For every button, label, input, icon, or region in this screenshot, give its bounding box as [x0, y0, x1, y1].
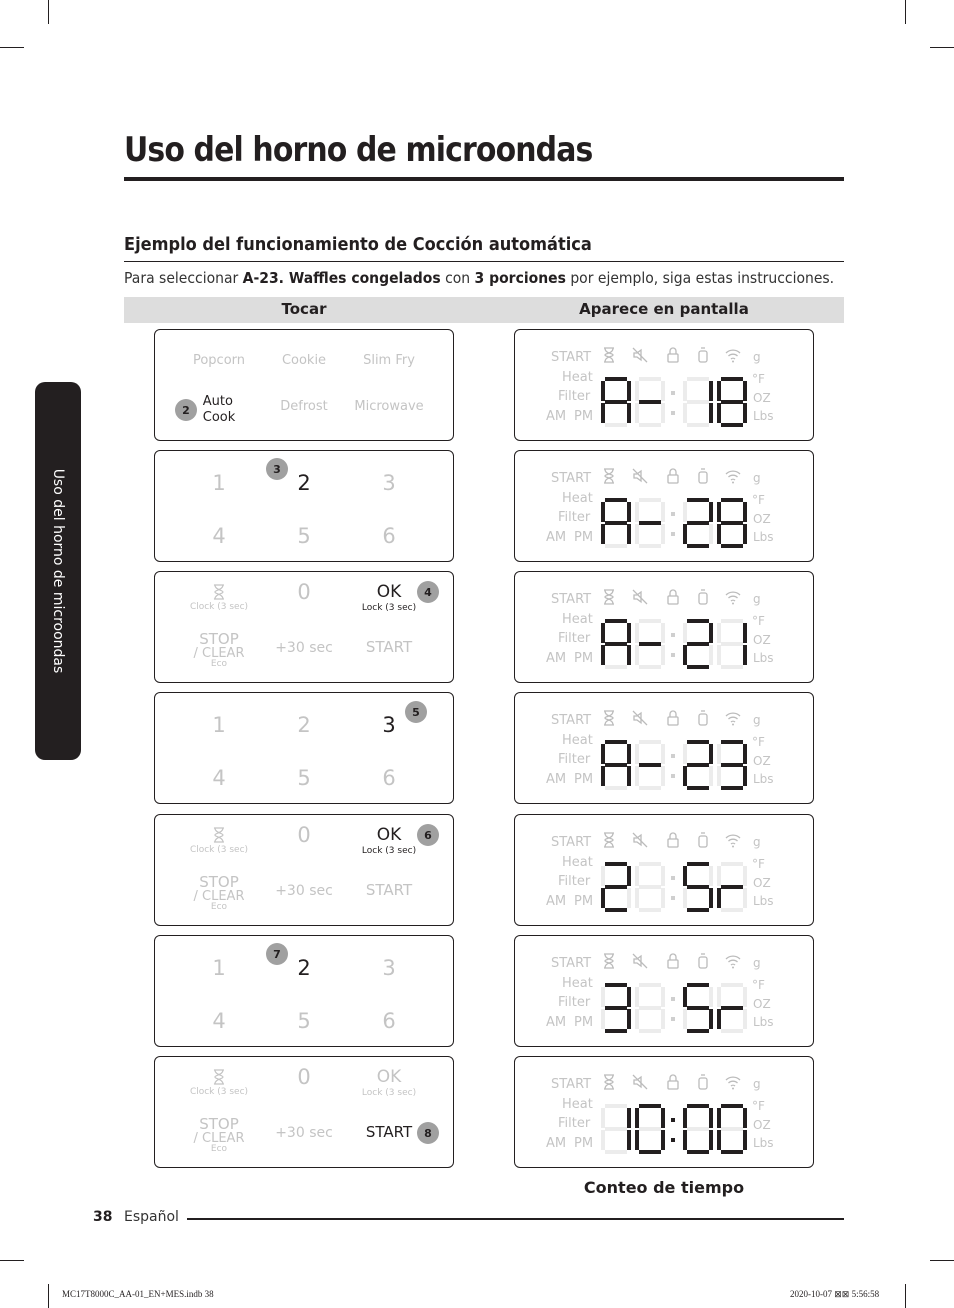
mute-icon — [631, 588, 649, 606]
pm-indicator: PM — [574, 772, 594, 787]
pm-indicator: PM — [574, 1015, 594, 1030]
lock-icon — [664, 1073, 682, 1091]
clock-label: Clock (3 sec) — [189, 1087, 249, 1097]
plus30-key[interactable]: +30 sec — [275, 640, 333, 656]
start-indicator: START — [551, 956, 592, 971]
print-slug-date: 2020-10-07 ⊠⊠ 5:56:58 — [790, 1289, 880, 1299]
dryer-icon — [694, 831, 712, 849]
start-key[interactable]: START — [365, 638, 413, 656]
display-panel-2 — [514, 450, 814, 562]
ounce-indicator: OZ — [753, 633, 771, 647]
wifi-icon — [724, 1073, 742, 1091]
fahrenheit-indicator: °F — [752, 614, 765, 628]
clock-key[interactable] — [190, 1069, 248, 1097]
dryer-icon — [694, 346, 712, 364]
defrost-key[interactable]: Defrost — [280, 399, 328, 414]
filter-indicator: Filter — [558, 510, 591, 525]
heat-indicator: Heat — [562, 612, 593, 627]
lock-icon — [664, 831, 682, 849]
mute-icon — [631, 1073, 649, 1091]
dryer-icon — [694, 709, 712, 727]
filter-indicator: Filter — [558, 752, 591, 767]
stop-clear-key[interactable] — [194, 632, 245, 669]
col-display: Aparece en pantalla — [579, 300, 749, 318]
intro-mid: con — [440, 269, 475, 287]
side-tab — [35, 382, 81, 760]
ounce-indicator: OZ — [753, 391, 771, 405]
stop-clear-key[interactable] — [194, 875, 245, 912]
mute-icon — [631, 952, 649, 970]
hourglass-icon — [600, 952, 618, 970]
plus30-key[interactable]: +30 sec — [275, 883, 333, 899]
intro-bold-1: A-23. Waffles congelados — [242, 269, 441, 287]
filter-indicator: Filter — [558, 1116, 591, 1131]
heat-indicator: Heat — [562, 491, 593, 506]
ok-key[interactable] — [362, 584, 416, 613]
display-panel-3 — [514, 571, 814, 683]
number-1-key[interactable]: 1 — [212, 471, 226, 495]
eco-label: Eco — [210, 1144, 228, 1154]
gram-indicator: g — [753, 835, 761, 849]
hourglass-icon — [212, 1069, 226, 1085]
print-slug-file: MC17T8000C_AA-01_EN+MES.indb 38 — [62, 1289, 214, 1299]
section-rule — [124, 261, 844, 262]
touch-panel-4 — [154, 692, 454, 804]
page-number: 38 — [93, 1209, 113, 1225]
gram-indicator: g — [753, 350, 761, 364]
filter-indicator: Filter — [558, 631, 591, 646]
step-badge: 4 — [417, 581, 439, 603]
touch-panel-6 — [154, 935, 454, 1047]
lock-label: Lock (3 sec) — [361, 846, 417, 856]
number-5-key[interactable]: 5 — [297, 1009, 311, 1033]
gram-indicator: g — [753, 1077, 761, 1091]
hourglass-icon — [600, 1073, 618, 1091]
start-indicator: START — [551, 592, 592, 607]
clear-label: / CLEAR — [193, 646, 245, 661]
ounce-indicator: OZ — [753, 754, 771, 768]
dryer-icon — [694, 588, 712, 606]
hourglass-icon — [600, 467, 618, 485]
touch-panel-7 — [154, 1056, 454, 1168]
lock-label: Lock (3 sec) — [361, 1088, 417, 1098]
dryer-icon — [694, 1073, 712, 1091]
segment-display — [601, 737, 747, 793]
number-3-key[interactable]: 3 — [382, 471, 396, 495]
gram-indicator: g — [753, 956, 761, 970]
start-key[interactable]: START — [365, 881, 413, 899]
hourglass-icon — [212, 827, 226, 843]
hourglass-icon — [212, 584, 226, 600]
step-badge: 3 — [266, 458, 288, 480]
segment-display — [601, 495, 747, 551]
lock-icon — [664, 588, 682, 606]
number-6-key[interactable]: 6 — [382, 1009, 396, 1033]
zero-key[interactable]: 0 — [297, 1065, 311, 1089]
clock-key[interactable] — [190, 827, 248, 855]
heat-indicator: Heat — [562, 976, 593, 991]
touch-panel-5 — [154, 814, 454, 926]
segment-display — [601, 374, 747, 430]
stop-label: STOP — [199, 873, 239, 891]
mute-icon — [631, 467, 649, 485]
start-indicator: START — [551, 1077, 592, 1092]
hourglass-icon — [600, 831, 618, 849]
ok-key[interactable] — [362, 827, 416, 856]
stop-label: STOP — [199, 1115, 239, 1133]
lock-icon — [664, 952, 682, 970]
hourglass-icon — [600, 346, 618, 364]
pound-indicator: Lbs — [753, 772, 774, 786]
am-indicator: AM — [546, 1015, 567, 1030]
number-1-key[interactable]: 1 — [212, 956, 226, 980]
plus30-key[interactable]: +30 sec — [275, 1125, 333, 1141]
wifi-icon — [724, 588, 742, 606]
fahrenheit-indicator: °F — [752, 735, 765, 749]
pm-indicator: PM — [574, 651, 594, 666]
start-indicator: START — [551, 835, 592, 850]
intro-post: por ejemplo, siga estas instrucciones. — [565, 269, 835, 287]
clear-label: / CLEAR — [193, 889, 245, 904]
display-panel-4 — [514, 692, 814, 804]
page-title: Uso del horno de microondas — [124, 130, 593, 170]
zero-key[interactable]: 0 — [297, 823, 311, 847]
cookie-key[interactable]: Cookie — [281, 353, 327, 368]
table-header — [124, 297, 844, 323]
display-panel-5 — [514, 814, 814, 926]
pound-indicator: Lbs — [753, 1015, 774, 1029]
ok-label: OK — [376, 1067, 402, 1087]
fahrenheit-indicator: °F — [752, 857, 765, 871]
display-panel-1 — [514, 329, 814, 441]
hourglass-icon — [600, 588, 618, 606]
am-indicator: AM — [546, 530, 567, 545]
display-panel-6 — [514, 935, 814, 1047]
ok-label: OK — [376, 825, 402, 845]
lock-icon — [664, 467, 682, 485]
lock-icon — [664, 346, 682, 364]
start-indicator: START — [551, 713, 592, 728]
clock-key[interactable] — [190, 584, 248, 612]
number-2-key[interactable]: 2 — [297, 956, 311, 980]
pound-indicator: Lbs — [753, 1136, 774, 1150]
heat-indicator: Heat — [562, 855, 593, 870]
fahrenheit-indicator: °F — [752, 1099, 765, 1113]
hourglass-icon — [600, 709, 618, 727]
eco-label: Eco — [210, 902, 228, 912]
touch-panel-2 — [154, 450, 454, 562]
dryer-icon — [694, 467, 712, 485]
step-badge: 2 — [175, 399, 197, 421]
heat-indicator: Heat — [562, 370, 593, 385]
ounce-indicator: OZ — [753, 997, 771, 1011]
segment-display — [601, 859, 747, 915]
start-key[interactable]: START — [365, 1123, 413, 1141]
number-5-key[interactable]: 5 — [297, 766, 311, 790]
fahrenheit-indicator: °F — [752, 493, 765, 507]
section-title: Ejemplo del funcionamiento de Cocción automática — [124, 234, 592, 255]
filter-indicator: Filter — [558, 995, 591, 1010]
number-4-key[interactable]: 4 — [212, 1009, 226, 1033]
heat-indicator: Heat — [562, 733, 593, 748]
display-panel-7 — [514, 1056, 814, 1168]
number-3-key[interactable]: 3 — [382, 713, 396, 737]
touch-panel-3 — [154, 571, 454, 683]
lock-icon — [664, 709, 682, 727]
pm-indicator: PM — [574, 409, 594, 424]
gram-indicator: g — [753, 713, 761, 727]
step-badge: 7 — [266, 943, 288, 965]
dryer-icon — [694, 952, 712, 970]
segment-display — [601, 1101, 747, 1157]
am-indicator: AM — [546, 1136, 567, 1151]
am-indicator: AM — [546, 409, 567, 424]
mute-icon — [631, 709, 649, 727]
side-tab-label: Uso del horno de microondas — [50, 468, 66, 674]
pm-indicator: PM — [574, 894, 594, 909]
number-4-key[interactable]: 4 — [212, 766, 226, 790]
intro-bold-2: 3 porciones — [474, 269, 566, 287]
wifi-icon — [724, 831, 742, 849]
ok-label: OK — [376, 582, 402, 602]
ok-key[interactable] — [362, 1069, 416, 1098]
step-badge: 6 — [417, 824, 439, 846]
zero-key[interactable]: 0 — [297, 580, 311, 604]
number-1-key[interactable]: 1 — [212, 713, 226, 737]
pound-indicator: Lbs — [753, 894, 774, 908]
mute-icon — [631, 831, 649, 849]
step-badge: 8 — [417, 1122, 439, 1144]
stop-label: STOP — [199, 630, 239, 648]
number-2-key[interactable]: 2 — [297, 471, 311, 495]
pound-indicator: Lbs — [753, 651, 774, 665]
number-2-key[interactable]: 2 — [297, 713, 311, 737]
clock-label: Clock (3 sec) — [189, 602, 249, 612]
number-6-key[interactable]: 6 — [382, 766, 396, 790]
wifi-icon — [724, 467, 742, 485]
ounce-indicator: OZ — [753, 1118, 771, 1132]
mute-icon — [631, 346, 649, 364]
am-indicator: AM — [546, 894, 567, 909]
am-indicator: AM — [546, 772, 567, 787]
pm-indicator: PM — [574, 1136, 594, 1151]
fahrenheit-indicator: °F — [752, 978, 765, 992]
page-language: Español — [124, 1209, 179, 1225]
cook-label: Cook — [202, 410, 236, 425]
clock-label: Clock (3 sec) — [189, 845, 249, 855]
pm-indicator: PM — [574, 530, 594, 545]
wifi-icon — [724, 346, 742, 364]
lock-label: Lock (3 sec) — [361, 603, 417, 613]
footer-rule — [187, 1218, 844, 1220]
stop-clear-key[interactable] — [194, 1117, 245, 1154]
start-indicator: START — [551, 350, 592, 365]
col-touch: Tocar — [281, 300, 327, 318]
wifi-icon — [724, 952, 742, 970]
display-caption: Conteo de tiempo — [583, 1178, 745, 1197]
am-indicator: AM — [546, 651, 567, 666]
number-4-key[interactable]: 4 — [212, 524, 226, 548]
start-indicator: START — [551, 471, 592, 486]
number-6-key[interactable]: 6 — [382, 524, 396, 548]
gram-indicator: g — [753, 471, 761, 485]
intro-text — [124, 269, 834, 287]
touch-panel-1 — [154, 329, 454, 441]
slim-fry-key[interactable]: Slim Fry — [363, 353, 415, 368]
wifi-icon — [724, 709, 742, 727]
auto-cook-key[interactable] — [203, 394, 236, 426]
ounce-indicator: OZ — [753, 512, 771, 526]
popcorn-key[interactable]: Popcorn — [192, 353, 246, 368]
ounce-indicator: OZ — [753, 876, 771, 890]
gram-indicator: g — [753, 592, 761, 606]
auto-label: Auto — [202, 394, 233, 409]
microwave-key[interactable]: Microwave — [354, 399, 424, 414]
number-3-key[interactable]: 3 — [382, 956, 396, 980]
filter-indicator: Filter — [558, 389, 591, 404]
title-rule — [124, 177, 844, 181]
number-5-key[interactable]: 5 — [297, 524, 311, 548]
heat-indicator: Heat — [562, 1097, 593, 1112]
intro-pre: Para seleccionar — [124, 269, 243, 287]
eco-label: Eco — [210, 659, 228, 669]
filter-indicator: Filter — [558, 874, 591, 889]
pound-indicator: Lbs — [753, 409, 774, 423]
fahrenheit-indicator: °F — [752, 372, 765, 386]
pound-indicator: Lbs — [753, 530, 774, 544]
segment-display — [601, 616, 747, 672]
segment-display — [601, 980, 747, 1036]
clear-label: / CLEAR — [193, 1131, 245, 1146]
step-badge: 5 — [405, 701, 427, 723]
